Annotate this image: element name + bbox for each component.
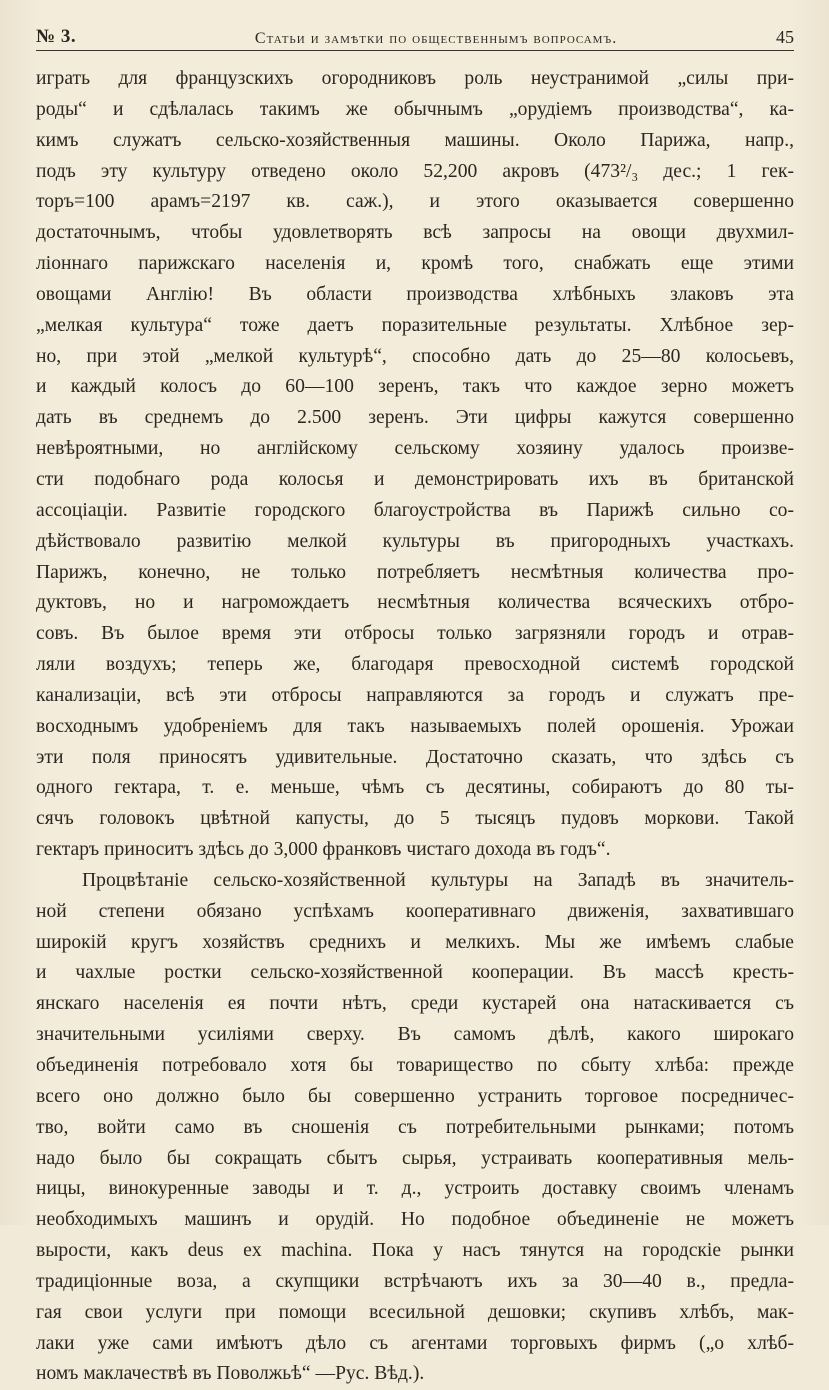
paragraph-end-line: номъ маклачествѣ въ Поволжьѣ“ —Рус. Вѣд.).: [36, 1363, 425, 1385]
header-rule: [36, 50, 794, 51]
text-line: дать въ среднемъ до 2.500 зеренъ. Эти цифры кажутся совершенно: [36, 407, 794, 429]
paragraph-start-line: Процвѣтаніе сельско-хозяйственной культуры на Западѣ въ значитель-: [82, 869, 794, 891]
text-line: канализаціи, всѣ эти отбросы направляются за городъ и служатъ пре-: [36, 684, 794, 706]
paragraph-end-line: гектаръ приноситъ здѣсь до 3,000 франковъ чистаго дохода въ годъ“.: [36, 839, 611, 861]
text-line: сти подобнаго рода колосья и демонстрировать ихъ въ британской: [36, 468, 794, 490]
page-number: 45: [776, 27, 794, 47]
text-line: значительными усиліями сверху. Въ самомъ дѣлѣ, какого широкаго: [36, 1024, 794, 1046]
running-head: [36, 18, 794, 48]
text-line: объединенія потребовало хотя бы товарищество по сбыту хлѣба: прежде: [36, 1055, 794, 1076]
text-line: дуктовъ, но и нагромождаетъ несмѣтныя количества всяческихъ отбро-: [36, 592, 794, 614]
text-line: ассоціаціи. Развитіе городского благоустройства въ Парижѣ сильно со-: [36, 499, 794, 521]
text-line: ной степени обязано успѣхамъ кооперативнаго движенія, захватившаго: [36, 900, 794, 922]
text-line: подъ эту культуру отведено около 52,200 акровъ (473²/₃ дес.; 1 гек-: [36, 160, 794, 182]
issue-number: № 3.: [36, 26, 77, 47]
text-line: кимъ служатъ сельско-хозяйственныя машины. Около Парижа, напр.,: [36, 129, 794, 151]
text-line: овощами Англію! Въ области производства хлѣбныхъ злаковъ эта: [36, 283, 794, 305]
text-line: роды“ и сдѣлалась такимъ же обычнымъ „орудіемъ производства“, ка-: [36, 98, 794, 120]
text-line: восходнымъ удобреніемъ для такъ называемыхъ полей орошенія. Урожаи: [36, 715, 794, 737]
text-line: ліоннаго парижскаго населенія и, кромѣ того, снабжать еще этими: [36, 253, 794, 275]
text-line: одного гектара, т. е. меньше, чѣмъ съ десятины, собираютъ до 80 ты-: [36, 777, 794, 799]
text-line: и чахлые ростки сельско-хозяйственной кооперации. Въ массѣ кресть-: [36, 962, 794, 984]
text-line: сячъ головокъ цвѣтной капусты, до 5 тысяцъ пудовъ моркови. Такой: [36, 808, 794, 830]
text-line: гая свои услуги при помощи всесильной дешовки; скупивъ хлѣбъ, мак-: [36, 1301, 794, 1323]
text-line: и каждый колосъ до 60—100 зеренъ, такъ что каждое зерно можетъ: [36, 376, 794, 398]
text-line: Парижъ, конечно, не только потребляетъ несмѣтныя количества про-: [36, 561, 794, 583]
text-line: но, при этой „мелкой культурѣ“, способно дать до 25—80 колосьевъ,: [36, 345, 794, 367]
text-line: традиціонные воза, а скупщики встрѣчаютъ ихъ за 30—40 в., предла-: [36, 1270, 794, 1292]
text-line: играть для французскихъ огородниковъ роль неустранимой „силы при-: [36, 68, 794, 89]
text-line: надо было бы сокращать сбытъ сырья, устраивать кооперативныя мель-: [36, 1147, 794, 1169]
text-line: эти поля приносятъ удивительные. Достаточно сказать, что здѣсь съ: [36, 746, 794, 768]
text-line: вырости, какъ deus ex machina. Пока у насъ тянутся на городскіе рынки: [36, 1240, 794, 1262]
text-line: ницы, винокуренные заводы и т. д., устроить доставку своимъ членамъ: [36, 1178, 794, 1200]
text-line: тво, войти само въ сношенія съ потребительными рынками; потомъ: [36, 1116, 794, 1138]
text-line: „мелкая культура“ тоже даетъ поразительные результаты. Хлѣбное зер-: [36, 314, 794, 336]
text-line: совъ. Въ былое время эти отбросы только загрязняли городъ и отрав-: [36, 623, 794, 645]
article-body: [36, 64, 794, 1390]
text-line: лаки уже сами имѣютъ дѣло съ агентами торговыхъ фирмъ („о хлѣб-: [36, 1332, 794, 1354]
text-line: янскаго населенія ея почти нѣтъ, среди кустарей она натаскивается съ: [36, 993, 794, 1015]
text-line: достаточнымъ, чтобы удовлетворять всѣ запросы на овощи двухмил-: [36, 222, 794, 244]
text-line: дѣйствовало развитію мелкой культуры въ пригородныхъ участкахъ.: [36, 530, 794, 552]
text-line: ляли воздухъ; теперь же, благодаря превосходной системѣ городской: [36, 654, 794, 676]
text-line: невѣроятными, но англійскому сельскому хозяину удалось произве-: [36, 438, 794, 460]
text-line: торъ=100 арамъ=2197 кв. саж.), и этого оказывается совершенно: [36, 191, 794, 213]
text-line: необходимыхъ машинъ и орудій. Но подобное объединеніе не можетъ: [36, 1209, 794, 1231]
running-title: Статьи и замѣтки по общественнымъ вопросамъ.: [254, 30, 618, 47]
text-line: широкій кругъ хозяйствъ среднихъ и мелкихъ. Мы же имѣемъ слабые: [36, 931, 794, 953]
text-line: всего оно должно было бы совершенно устранить торговое посредничес-: [36, 1085, 794, 1107]
